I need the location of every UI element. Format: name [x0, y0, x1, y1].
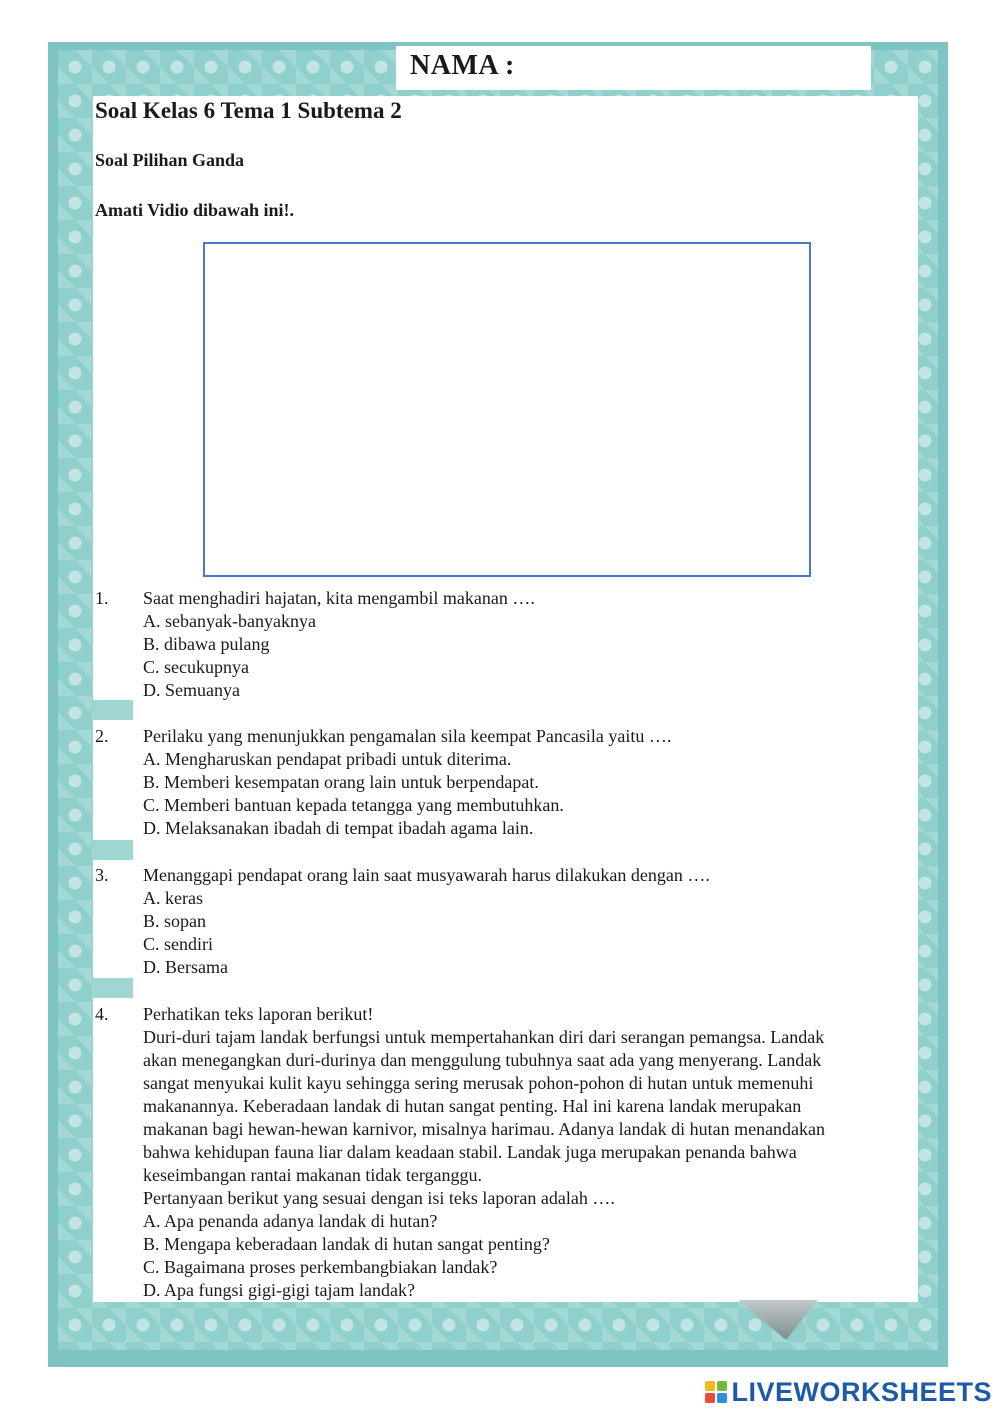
answer-option[interactable]: D. Apa fungsi gigi-gigi tajam landak?: [143, 1280, 415, 1300]
answer-option[interactable]: D. Bersama: [143, 957, 228, 977]
instruction-text: Amati Vidio dibawah ini!.: [95, 200, 295, 220]
decorative-tab: [93, 840, 133, 860]
passage-line: makanannya. Keberadaan landak di hutan sangat penting. Hal ini karena landak merupakan: [143, 1096, 802, 1116]
answer-option[interactable]: A. Mengharuskan pendapat pribadi untuk diterima.: [143, 749, 512, 769]
decorative-tab: [93, 978, 133, 998]
question-text: Perilaku yang menunjukkan pengamalan sila keempat Pancasila yaitu ….: [143, 726, 672, 746]
video-placeholder[interactable]: [203, 242, 811, 577]
answer-option[interactable]: C. secukupnya: [143, 657, 249, 677]
passage-line: makanan bagi hewan-hewan karnivor, misalnya harimau. Adanya landak di hutan menandakan: [143, 1119, 826, 1139]
answer-option[interactable]: C. Memberi bantuan kepada tetangga yang membutuhkan.: [143, 795, 564, 815]
answer-option[interactable]: B. Memberi kesempatan orang lain untuk berpendapat.: [143, 772, 539, 792]
question-4: [95, 1003, 913, 1302]
question-prompt: Pertanyaan berikut yang sesuai dengan isi teks laporan adalah ….: [143, 1188, 615, 1208]
answer-option[interactable]: B. Mengapa keberadaan landak di hutan sangat penting?: [143, 1234, 550, 1254]
answer-option[interactable]: D. Semuanya: [143, 680, 240, 700]
logo-icon: [705, 1381, 727, 1403]
answer-option[interactable]: C. sendiri: [143, 934, 213, 954]
question-number: 1.: [95, 588, 109, 608]
question-2: [95, 725, 913, 840]
answer-option[interactable]: B. dibawa pulang: [143, 634, 270, 654]
brand-name: LIVEWORKSHEETS: [731, 1376, 992, 1407]
question-number: 2.: [95, 726, 109, 746]
answer-option[interactable]: A. sebanyak-banyaknya: [143, 611, 316, 631]
answer-option[interactable]: D. Melaksanakan ibadah di tempat ibadah agama lain.: [143, 818, 534, 838]
question-number: 4.: [95, 1004, 109, 1024]
name-label: NAMA :: [410, 50, 515, 81]
question-text: Menanggapi pendapat orang lain saat musyawarah harus dilakukan dengan ….: [143, 865, 710, 885]
answer-option[interactable]: B. sopan: [143, 911, 206, 931]
page-title: Soal Kelas 6 Tema 1 Subtema 2: [95, 98, 402, 123]
passage-line: akan menegangkan duri-durinya dan menggulung tubuhnya saat ada yang menyerang. Landak: [143, 1050, 822, 1070]
section-title: Soal Pilihan Ganda: [95, 150, 245, 170]
question-number: 3.: [95, 865, 109, 885]
question-text: Saat menghadiri hajatan, kita mengambil makanan ….: [143, 588, 535, 608]
question-1: [95, 587, 913, 702]
question-text: Perhatikan teks laporan berikut!: [143, 1004, 374, 1024]
answer-option[interactable]: A. keras: [143, 888, 203, 908]
passage-line: bahwa kehidupan fauna liar dalam keadaan stabil. Landak juga merupakan penanda bahwa: [143, 1142, 797, 1162]
passage-line: sangat menyukai kulit kayu sehingga sering merusak pohon-pohon di hutan untuk memenuhi: [143, 1073, 814, 1093]
passage-line: Duri-duri tajam landak berfungsi untuk mempertahankan diri dari serangan pemangsa. Landak: [143, 1027, 825, 1047]
decorative-tab: [93, 700, 133, 720]
answer-option[interactable]: A. Apa penanda adanya landak di hutan?: [143, 1211, 438, 1231]
passage-line: keseimbangan rantai makanan tidak terganggu.: [143, 1165, 483, 1185]
liveworksheets-logo[interactable]: [705, 1375, 992, 1409]
question-3: [95, 864, 913, 979]
answer-option[interactable]: C. Bagaimana proses perkembangbiakan landak?: [143, 1257, 498, 1277]
